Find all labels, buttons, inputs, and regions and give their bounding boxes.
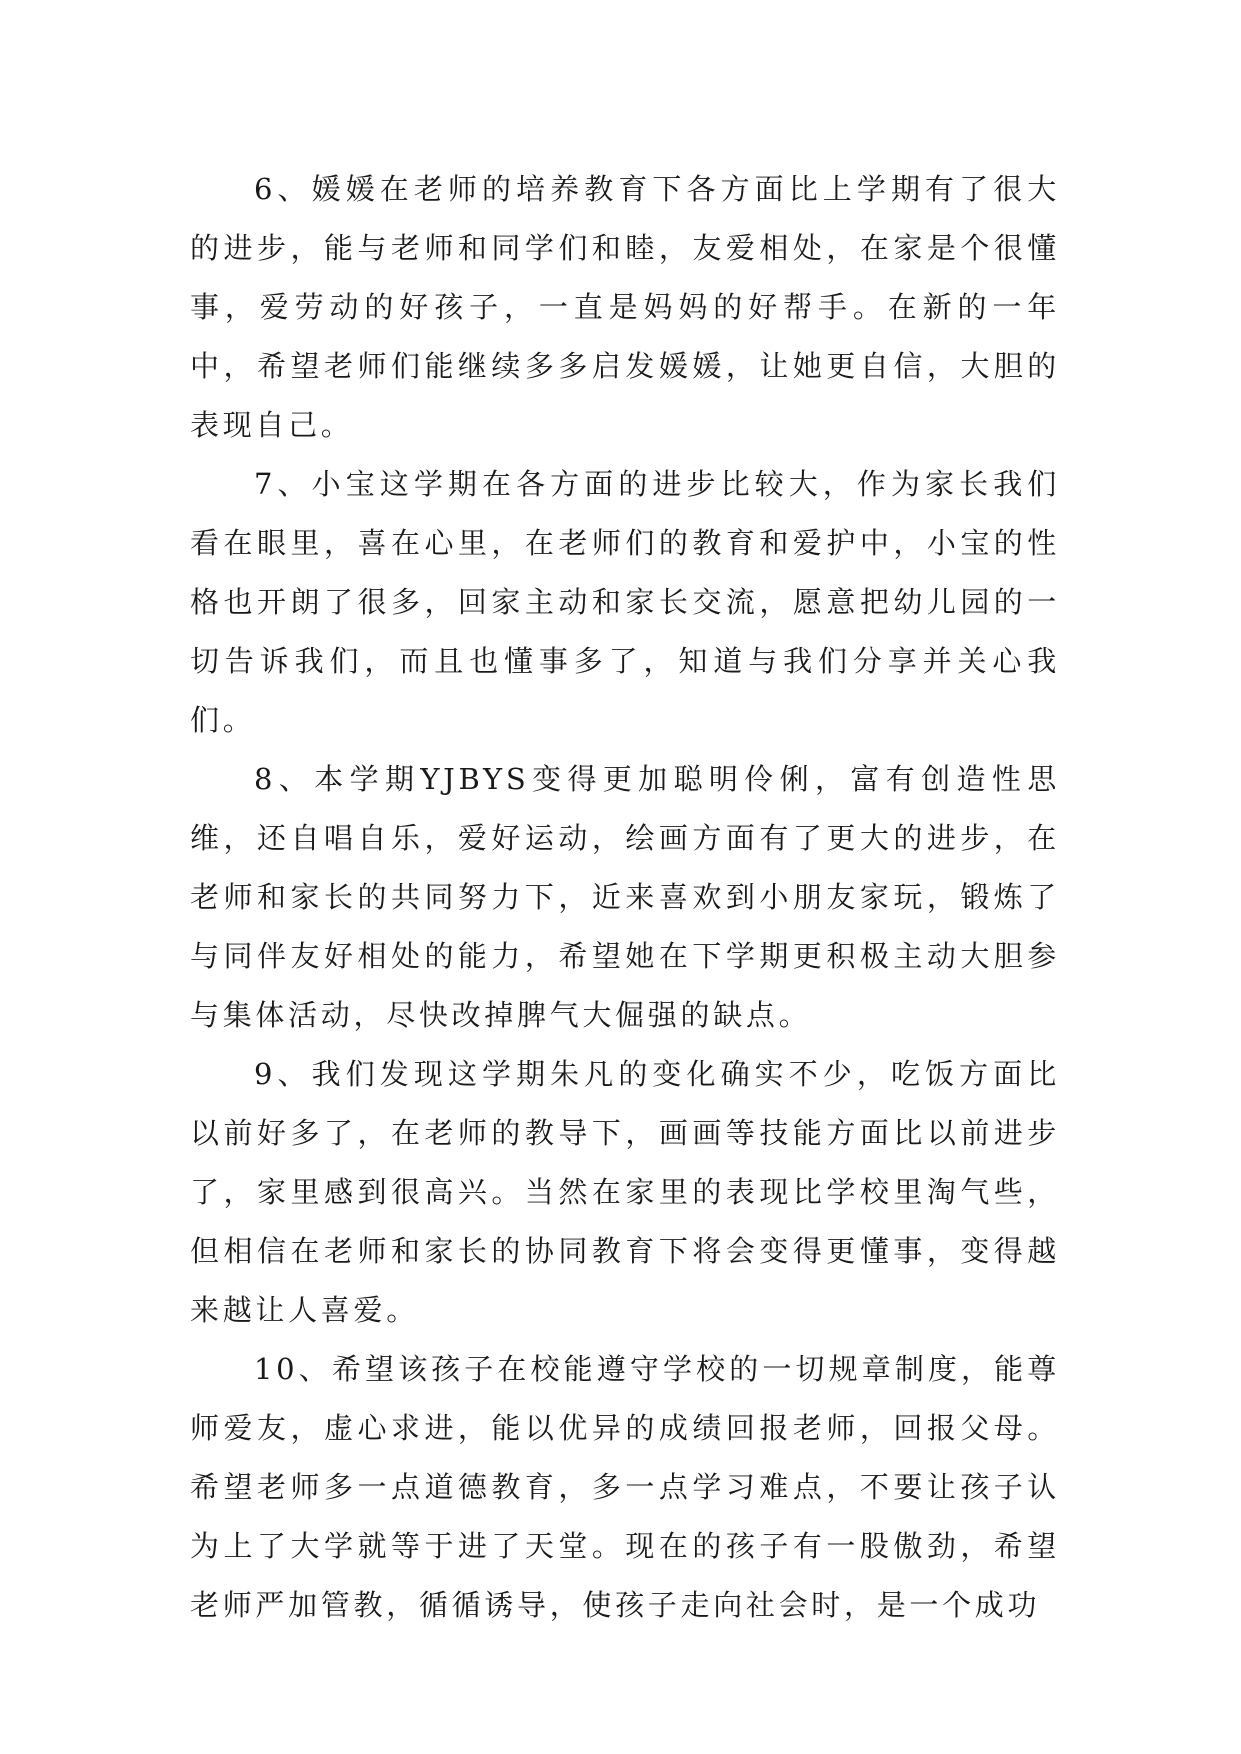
paragraph-8: 8、本学期YJBYS变得更加聪明伶俐，富有创造性思维，还自唱自乐，爱好运动，绘画方面有了更大的进步，在老师和家长的共同努力下，近来喜欢到小朋友家玩，锻炼了与同伴友好相处的能力，希望她在下学期更积极主动大胆参与集体活动，尽快改掉脾气大倔强的缺点。 — [190, 762, 1060, 1032]
paragraph-9: 9、我们发现这学期朱凡的变化确实不少，吃饭方面比以前好多了，在老师的教导下，画画等技能方面比以前进步了，家里感到很高兴。当然在家里的表现比学校里淘气些，但相信在老师和家长的协同教育下将会变得更懂事，变得越来越让人喜爱。 — [190, 1057, 1060, 1327]
paragraph-6: 6、媛媛在老师的培养教育下各方面比上学期有了很大的进步，能与老师和同学们和睦，友爱相处，在家是个很懂事，爱劳动的好孩子，一直是妈妈的好帮手。在新的一年中，希望老师们能继续多多启发媛媛，让她更自信，大胆的表现自己。 — [190, 172, 1060, 442]
paragraph-10: 10、希望该孩子在校能遵守学校的一切规章制度，能尊师爱友，虚心求进，能以优异的成绩回报老师，回报父母。希望老师多一点道德教育，多一点学习难点，不要让孩子认为上了大学就等于进了天堂。现在的孩子有一股傲劲，希望老师严加管教，循循诱导，使孩子走向社会时，是一个成功 — [190, 1352, 1060, 1622]
document-body — [190, 160, 1060, 1635]
paragraph-7: 7、小宝这学期在各方面的进步比较大，作为家长我们看在眼里，喜在心里，在老师们的教育和爱护中，小宝的性格也开朗了很多，回家主动和家长交流，愿意把幼儿园的一切告诉我们，而且也懂事多了，知道与我们分享并关心我们。 — [190, 467, 1060, 737]
